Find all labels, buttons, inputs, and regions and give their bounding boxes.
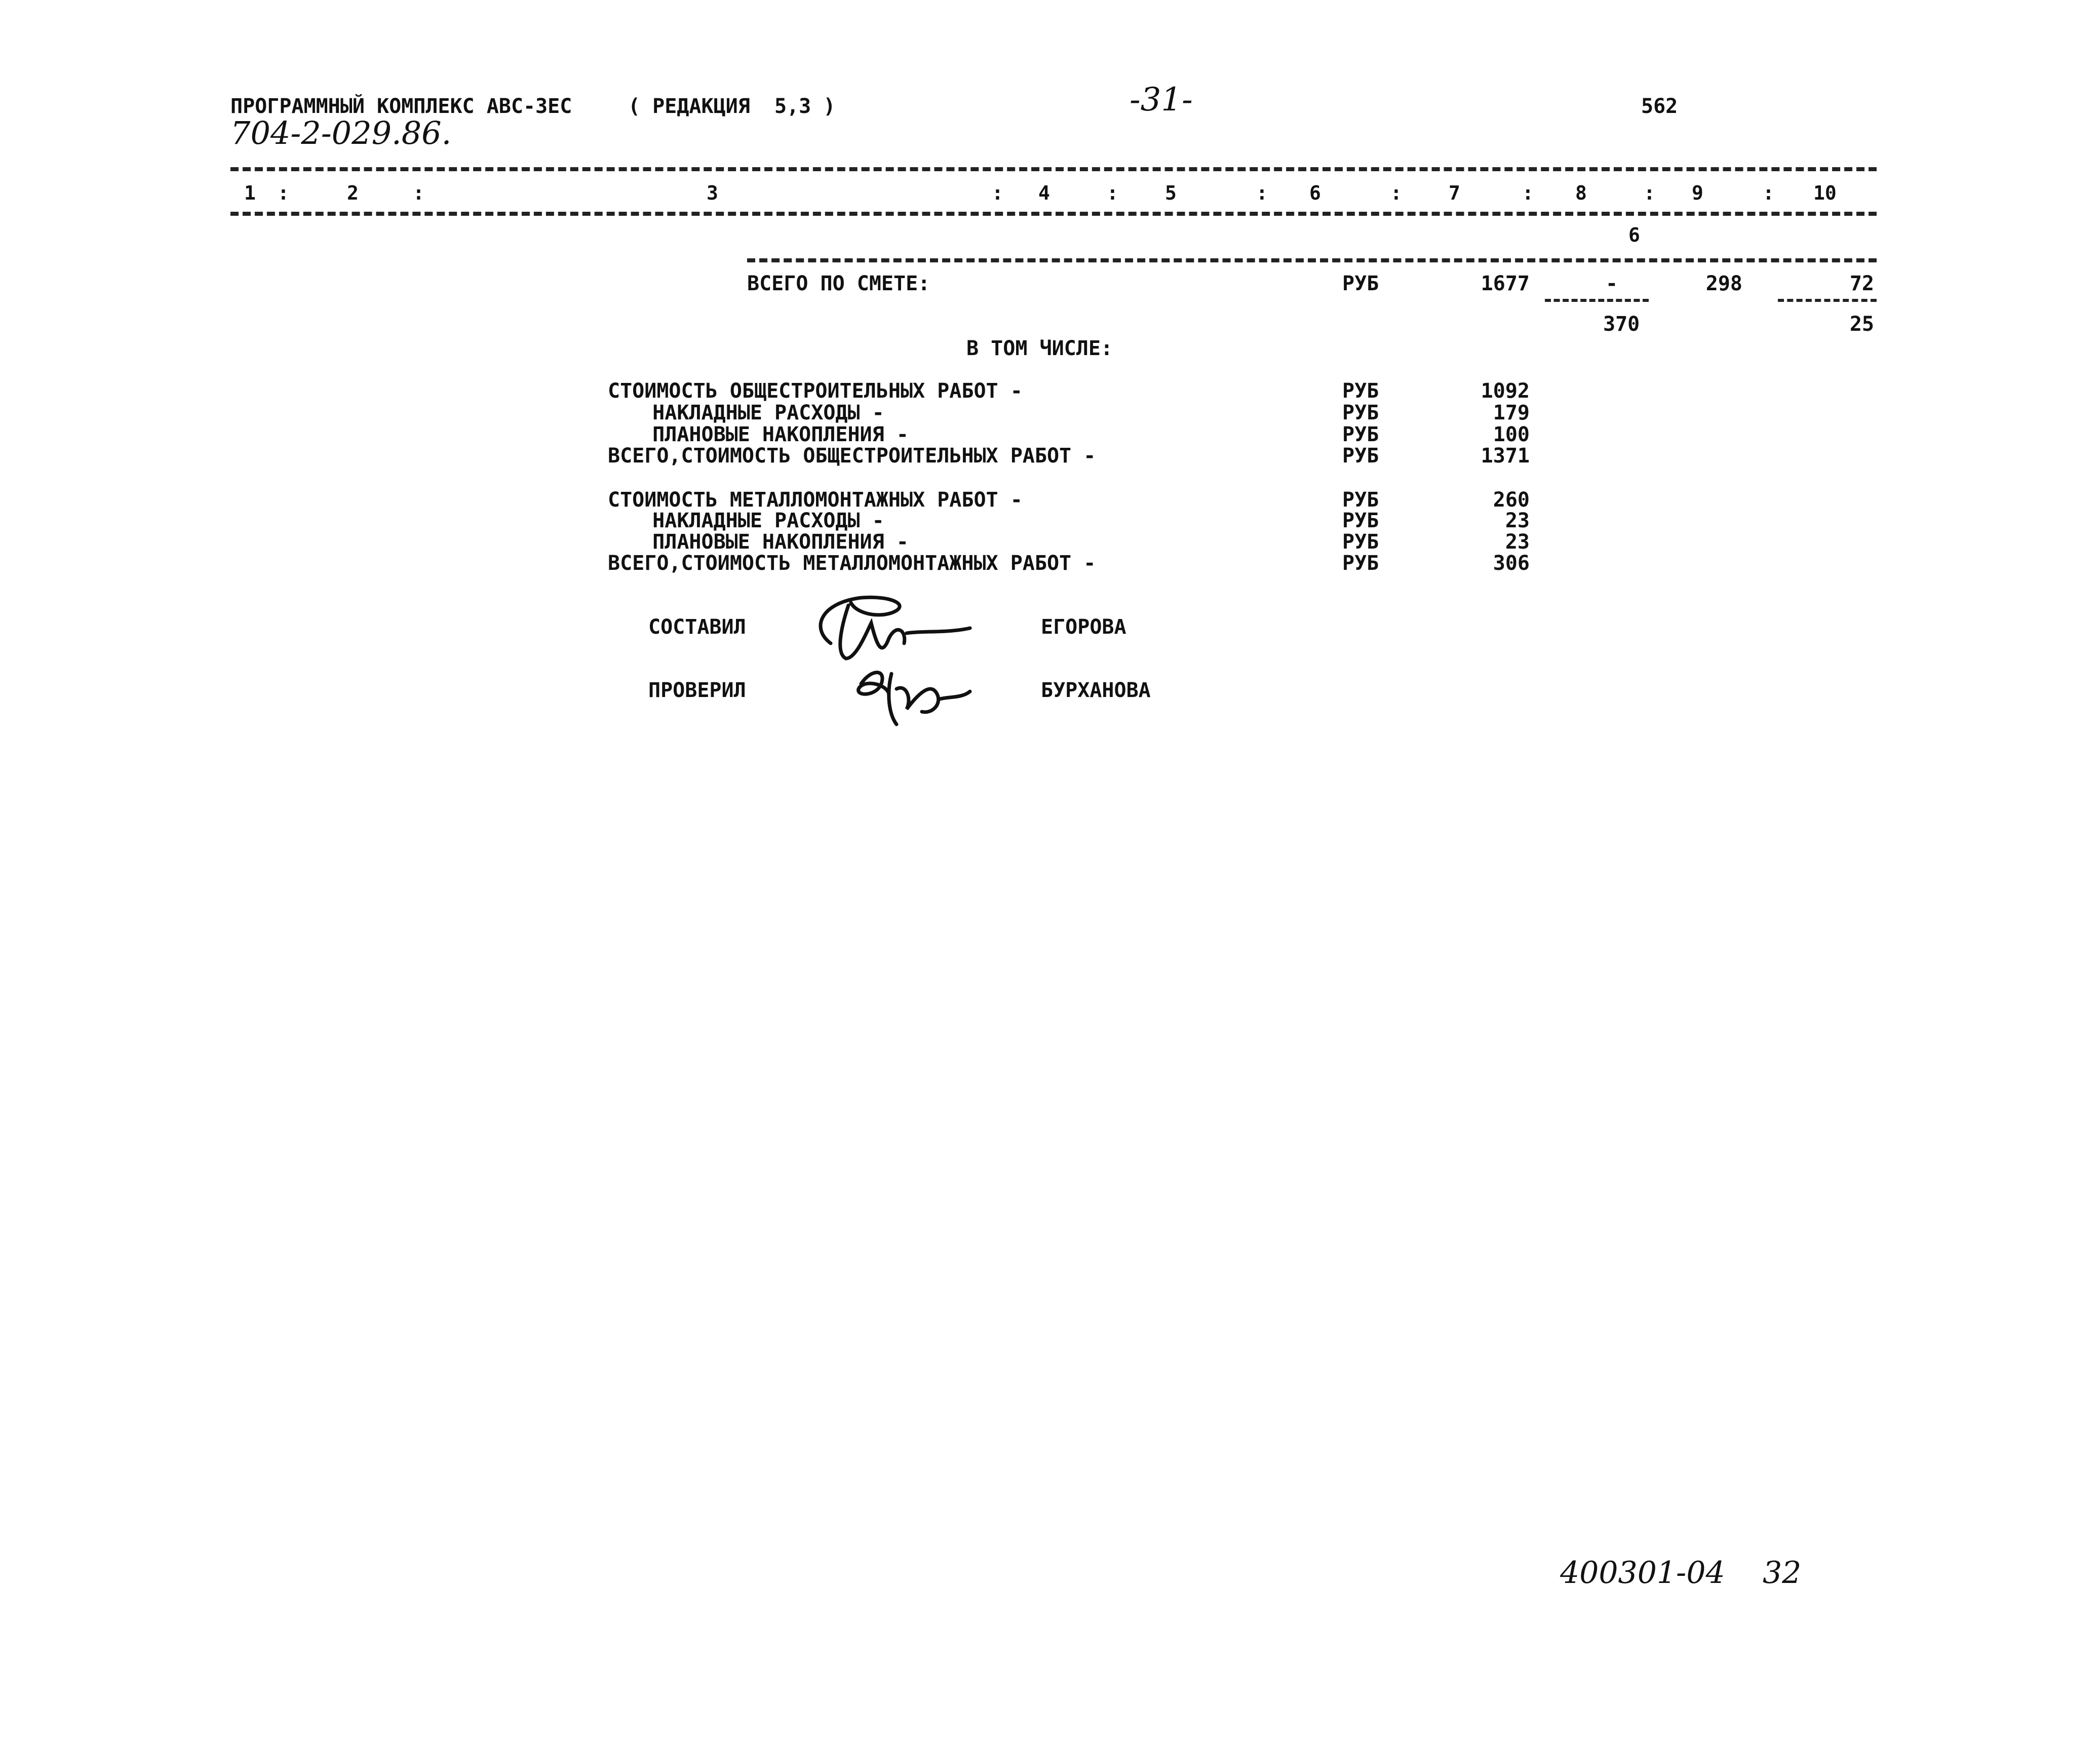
- compiled-label: СОСТАВИЛ: [648, 615, 746, 639]
- line-value: 23: [1505, 530, 1530, 554]
- column-separator: :: [1256, 182, 1268, 204]
- page-marker: -31-: [1130, 81, 1193, 119]
- line-unit: РУБ: [1342, 379, 1379, 403]
- signature-checked: [841, 653, 973, 729]
- line-label: ПЛАНОВЫЕ НАКОПЛЕНИЯ -: [628, 423, 909, 446]
- checked-name: БУРХАНОВА: [1041, 679, 1151, 702]
- line-value: 306: [1493, 552, 1530, 575]
- total-rule: [747, 258, 1877, 262]
- compiled-name: ЕГОРОВА: [1041, 615, 1126, 639]
- column-number: 5: [1165, 182, 1177, 204]
- column-number: 10: [1813, 182, 1837, 204]
- column-separator: :: [992, 182, 1003, 204]
- total-col8-top: -: [1606, 272, 1618, 295]
- line-value: 1371: [1481, 444, 1530, 468]
- footer-page-number: 32: [1763, 1555, 1802, 1591]
- column-separator: :: [1107, 182, 1118, 204]
- column-separator: :: [413, 182, 424, 204]
- including-label: В ТОМ ЧИСЛЕ:: [966, 337, 1113, 360]
- line-unit: РУБ: [1342, 401, 1379, 424]
- column-number: 6: [1309, 182, 1321, 204]
- line-label: ПЛАНОВЫЕ НАКОПЛЕНИЯ -: [628, 530, 909, 554]
- line-label: НАКЛАДНЫЕ РАСХОДЫ -: [628, 509, 884, 532]
- line-label: ВСЕГО,СТОИМОСТЬ ОБЩЕСТРОИТЕЛЬНЫХ РАБОТ -: [608, 444, 1096, 468]
- total-col8-bottom: 370: [1603, 313, 1640, 336]
- checked-label: ПРОВЕРИЛ: [648, 679, 746, 702]
- line-label: СТОИМОСТЬ МЕТАЛЛОМОНТАЖНЫХ РАБОТ -: [608, 488, 1023, 512]
- total-label: ВСЕГО ПО СМЕТЕ:: [747, 272, 930, 295]
- sheet-number: 562: [1641, 95, 1678, 118]
- column-separator: :: [1522, 182, 1534, 204]
- line-unit: РУБ: [1342, 444, 1379, 468]
- line-value: 260: [1493, 488, 1530, 512]
- line-label: СТОИМОСТЬ ОБЩЕСТРОИТЕЛЬНЫХ РАБОТ -: [608, 379, 1023, 403]
- edition-label: ( РЕДАКЦИЯ 5,3 ): [628, 95, 836, 118]
- line-unit: РУБ: [1342, 530, 1379, 554]
- header-rule-top: [230, 167, 1877, 171]
- line-label: НАКЛАДНЫЕ РАСХОДЫ -: [628, 401, 884, 424]
- line-unit: РУБ: [1342, 423, 1379, 446]
- column-number: 7: [1449, 182, 1460, 204]
- column-number: 9: [1692, 182, 1703, 204]
- row-above-col8: 6: [1628, 224, 1640, 246]
- header-rule-bottom: [230, 212, 1877, 216]
- total-col10-top: 72: [1849, 272, 1874, 295]
- program-title: ПРОГРАММНЫЙ КОМПЛЕКС АВС-3ЕС: [230, 95, 572, 118]
- column-separator: :: [1390, 182, 1402, 204]
- col8-subrule: [1545, 299, 1649, 302]
- line-unit: РУБ: [1342, 488, 1379, 512]
- column-separator: :: [1763, 182, 1774, 204]
- column-number: 8: [1575, 182, 1587, 204]
- col10-subrule: [1778, 299, 1877, 302]
- column-number: 3: [707, 182, 718, 204]
- line-value: 179: [1493, 401, 1530, 424]
- total-col10-bottom: 25: [1849, 313, 1874, 336]
- total-col9: 298: [1705, 272, 1742, 295]
- column-number: 1: [244, 182, 256, 204]
- document-code: 704-2-029.86.: [230, 114, 452, 151]
- line-unit: РУБ: [1342, 509, 1379, 532]
- column-separator: :: [278, 182, 289, 204]
- line-label: ВСЕГО,СТОИМОСТЬ МЕТАЛЛОМОНТАЖНЫХ РАБОТ -: [608, 552, 1096, 575]
- line-value: 1092: [1481, 379, 1530, 403]
- column-separator: :: [1644, 182, 1655, 204]
- line-unit: РУБ: [1342, 552, 1379, 575]
- column-number: 4: [1038, 182, 1050, 204]
- line-value: 23: [1505, 509, 1530, 532]
- line-value: 100: [1493, 423, 1530, 446]
- total-unit: РУБ: [1342, 272, 1379, 295]
- total-col7: 1677: [1481, 272, 1530, 295]
- column-number: 2: [347, 182, 359, 204]
- archive-code: 400301-04: [1560, 1555, 1725, 1591]
